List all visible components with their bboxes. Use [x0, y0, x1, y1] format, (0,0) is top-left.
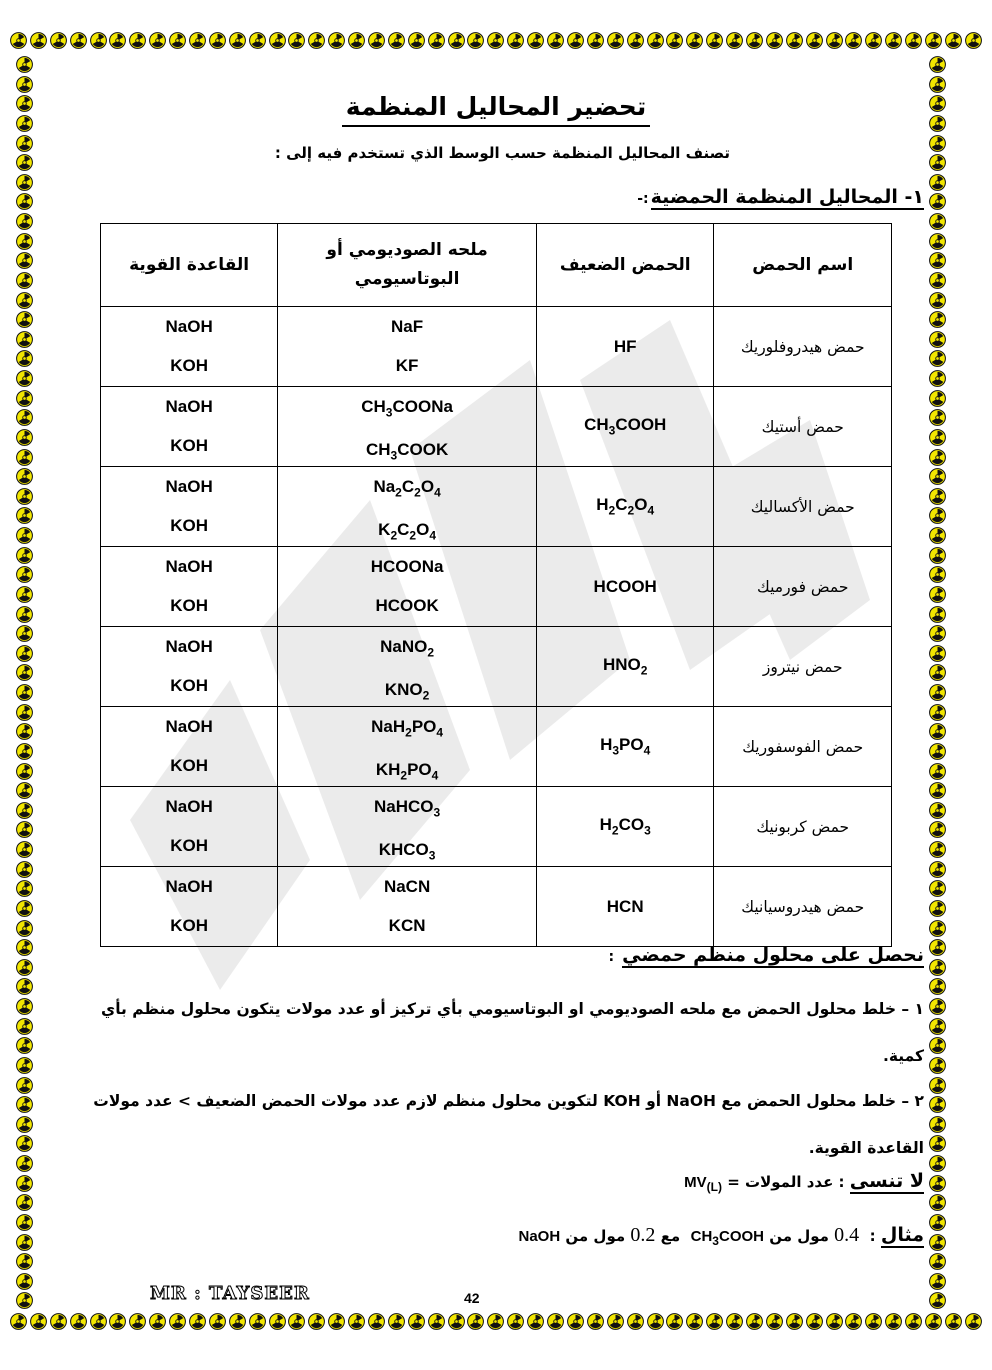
radiation-icon	[90, 1313, 107, 1330]
radiation-icon	[16, 821, 33, 838]
radiation-icon	[16, 390, 33, 407]
cell-weak-acid: $H_2CO_3$	[536, 787, 714, 867]
radiation-icon	[16, 645, 33, 662]
radiation-icon	[229, 1313, 246, 1330]
radiation-icon	[288, 1313, 305, 1330]
radiation-icon	[16, 409, 33, 426]
table-row	[101, 307, 892, 387]
radiation-icon	[16, 468, 33, 485]
cell-salt: $CH_3COONa$ $CH_3COOK$	[278, 387, 537, 467]
radiation-icon	[16, 292, 33, 309]
radiation-icon	[16, 782, 33, 799]
radiation-icon	[16, 429, 33, 446]
example-base: NaOH	[518, 1228, 561, 1245]
header-salt-line1: ملحه الصوديومي أو	[326, 240, 488, 261]
radiation-icon	[16, 880, 33, 897]
method-1-paragraph: ١ – خلط محلول الحمض مع ملحه الصوديومي او البوتاسيومي بأي تركيز أو عدد مولات يتكون محلول منظم بأي كمية.	[100, 1000, 924, 1065]
radiation-icon	[249, 1313, 266, 1330]
example-heading: مثال	[880, 1224, 924, 1246]
radiation-icon	[16, 1155, 33, 1172]
radiation-icon	[16, 331, 33, 348]
radiation-icon	[706, 1313, 723, 1330]
radiation-icon	[647, 1313, 664, 1330]
cell-salt: $NaH_2PO_4$ $KH_2PO_4$	[278, 707, 537, 787]
radiation-icon	[16, 1116, 33, 1133]
header-salt-line2: البوتاسيومي	[354, 269, 460, 289]
radiation-icon	[16, 311, 33, 328]
radiation-icon	[16, 1273, 33, 1290]
page-content	[40, 40, 952, 1310]
table-row	[101, 467, 892, 547]
radiation-icon	[16, 233, 33, 250]
radiation-icon	[16, 213, 33, 230]
radiation-icon	[16, 1018, 33, 1035]
cell-strong-base: NaOH KOH	[101, 307, 278, 387]
radiation-icon	[806, 1313, 823, 1330]
radiation-icon	[945, 1313, 962, 1330]
radiation-icon	[16, 566, 33, 583]
cell-strong-base: NaOH KOH	[101, 867, 278, 947]
radiation-icon	[766, 1313, 783, 1330]
section-heading: نحصل على محلول منظم حمضي	[622, 944, 924, 966]
radiation-icon	[448, 1313, 465, 1330]
cell-weak-acid: $CH_3COOH$	[536, 387, 714, 467]
radiation-icon	[269, 1313, 286, 1330]
cell-acid-name: حمض هيدروسيانيك	[714, 867, 892, 947]
cell-acid-name: حمض فورميك	[714, 547, 892, 627]
note-text: : عدد المولات =	[722, 1173, 845, 1191]
radiation-icon	[328, 1313, 345, 1330]
cell-strong-base: NaOH KOH	[101, 387, 278, 467]
table-row	[101, 547, 892, 627]
radiation-icon	[16, 704, 33, 721]
radiation-icon	[487, 1313, 504, 1330]
example-colon: :	[869, 1227, 876, 1245]
radiation-icon	[30, 1313, 47, 1330]
radiation-icon	[16, 252, 33, 269]
radiation-icon	[348, 1313, 365, 1330]
header-salt	[278, 224, 537, 307]
cell-salt: NaCN KCN	[278, 867, 537, 947]
cell-weak-acid: $H_3PO_4$	[536, 707, 714, 787]
example-num2: 0.2	[630, 1224, 656, 1246]
radiation-icon	[547, 1313, 564, 1330]
cell-strong-base: NaOH KOH	[101, 787, 278, 867]
table-row	[101, 707, 892, 787]
radiation-icon	[746, 1313, 763, 1330]
footer-author: MR : TAYSEER	[150, 1283, 310, 1304]
table-row	[101, 387, 892, 467]
page-number: 42	[464, 1290, 480, 1306]
cell-strong-base: NaOH KOH	[101, 547, 278, 627]
header-strong-base: القاعدة القوية	[101, 224, 278, 307]
radiation-icon	[507, 1313, 524, 1330]
radiation-icon	[527, 1313, 544, 1330]
radiation-icon	[16, 664, 33, 681]
cell-acid-name: حمض نيتروز	[714, 627, 892, 707]
radiation-icon	[10, 32, 27, 49]
section-acidic-buffers-heading	[637, 186, 924, 208]
radiation-icon	[16, 1096, 33, 1113]
radiation-icon	[16, 763, 33, 780]
radiation-icon	[16, 76, 33, 93]
decorative-border-bottom	[0, 1313, 992, 1337]
radiation-icon	[16, 1057, 33, 1074]
cell-strong-base: NaOH KOH	[101, 627, 278, 707]
cell-strong-base: NaOH KOH	[101, 707, 278, 787]
radiation-icon	[666, 1313, 683, 1330]
radiation-icon	[16, 1175, 33, 1192]
radiation-icon	[627, 1313, 644, 1330]
section-heading-tail: :-	[637, 191, 649, 207]
radiation-icon	[368, 1313, 385, 1330]
cell-acid-name: حمض كربونيك	[714, 787, 892, 867]
radiation-icon	[925, 1313, 942, 1330]
radiation-icon	[885, 1313, 902, 1330]
cell-acid-name: حمض أستيك	[714, 387, 892, 467]
example-line	[519, 1224, 925, 1248]
radiation-icon	[905, 1313, 922, 1330]
section-heading-tail: :	[608, 949, 615, 965]
radiation-icon	[308, 1313, 325, 1330]
cell-weak-acid: $H_2C_2O_4$	[536, 467, 714, 547]
radiation-icon	[16, 135, 33, 152]
cell-weak-acid: $HNO_2$	[536, 627, 714, 707]
radiation-icon	[16, 115, 33, 132]
radiation-icon	[16, 625, 33, 642]
method-2-paragraph: ٢ – خلط محلول الحمض مع NaOH أو KOH لتكوين محلول منظم لازم عدد مولات الحمض الضعيف > عدد مولات القاعدة القوية.	[93, 1092, 924, 1157]
radiation-icon	[16, 586, 33, 603]
radiation-icon	[10, 1313, 27, 1330]
radiation-icon	[965, 32, 982, 49]
table-row	[101, 787, 892, 867]
radiation-icon	[16, 449, 33, 466]
section-heading: ١- المحاليل المنظمة الحمضية	[650, 186, 924, 208]
example-acid: $CH_3COOH$	[690, 1228, 764, 1248]
radiation-icon	[865, 1313, 882, 1330]
cell-salt: $Na_2C_2O_4$ $K_2C_2O_4$	[278, 467, 537, 547]
radiation-icon	[16, 174, 33, 191]
cell-acid-name: حمض الفوسفوريك	[714, 707, 892, 787]
radiation-icon	[845, 1313, 862, 1330]
cell-acid-name: حمض هيدروفلوريك	[714, 307, 892, 387]
radiation-icon	[16, 861, 33, 878]
table-row	[101, 867, 892, 947]
radiation-icon	[567, 1313, 584, 1330]
radiation-icon	[388, 1313, 405, 1330]
radiation-icon	[16, 900, 33, 917]
radiation-icon	[408, 1313, 425, 1330]
radiation-icon	[16, 1292, 33, 1309]
radiation-icon	[16, 488, 33, 505]
radiation-icon	[16, 920, 33, 937]
table-row	[101, 627, 892, 707]
radiation-icon	[428, 1313, 445, 1330]
radiation-icon	[16, 1253, 33, 1270]
note-heading: لا تنسى	[849, 1170, 924, 1192]
radiation-icon	[16, 56, 33, 73]
radiation-icon	[129, 1313, 146, 1330]
radiation-icon	[467, 1313, 484, 1330]
radiation-icon	[16, 272, 33, 289]
radiation-icon	[16, 1234, 33, 1251]
radiation-icon	[16, 606, 33, 623]
radiation-icon	[16, 1037, 33, 1054]
example-num1: 0.4	[834, 1224, 860, 1246]
cell-salt: NaNO$_2$ $KNO_2$	[278, 627, 537, 707]
radiation-icon	[70, 1313, 87, 1330]
radiation-icon	[16, 841, 33, 858]
radiation-icon	[16, 998, 33, 1015]
radiation-icon	[189, 1313, 206, 1330]
radiation-icon	[16, 802, 33, 819]
radiation-icon	[16, 1214, 33, 1231]
radiation-icon	[16, 684, 33, 701]
cell-weak-acid: HF	[536, 307, 714, 387]
cell-weak-acid: HCN	[536, 867, 714, 947]
radiation-icon	[16, 350, 33, 367]
radiation-icon	[16, 978, 33, 995]
radiation-icon	[607, 1313, 624, 1330]
radiation-icon	[169, 1313, 186, 1330]
cell-acid-name: حمض الأكساليك	[714, 467, 892, 547]
radiation-icon	[16, 193, 33, 210]
radiation-icon	[786, 1313, 803, 1330]
cell-salt: HCOONa HCOOK	[278, 547, 537, 627]
note-formula: $MV_{(L)}$	[684, 1174, 722, 1194]
cell-salt: NaHCO$_3$ $KHCO_3$	[278, 787, 537, 867]
radiation-icon	[16, 1077, 33, 1094]
radiation-icon	[16, 547, 33, 564]
radiation-icon	[16, 1194, 33, 1211]
cell-strong-base: NaOH KOH	[101, 467, 278, 547]
intro-text: تصنف المحاليل المنظمة حسب الوسط الذي تستخدم فيه إلى :	[274, 144, 730, 162]
radiation-icon	[16, 743, 33, 760]
section-get-acidic-buffer-heading	[609, 944, 924, 966]
radiation-icon	[16, 507, 33, 524]
radiation-icon	[50, 1313, 67, 1330]
radiation-icon	[686, 1313, 703, 1330]
example-text1: مول من	[769, 1227, 829, 1245]
header-acid-name: اسم الحمض	[714, 224, 892, 307]
radiation-icon	[826, 1313, 843, 1330]
page-title: تحضير المحاليل المنظمة	[40, 92, 952, 121]
radiation-icon	[16, 154, 33, 171]
radiation-icon	[16, 95, 33, 112]
radiation-icon	[16, 939, 33, 956]
header-weak-acid: الحمض الضعيف	[536, 224, 714, 307]
decorative-border-left	[16, 56, 40, 1310]
radiation-icon	[109, 1313, 126, 1330]
radiation-icon	[16, 370, 33, 387]
table-header-row	[101, 224, 892, 307]
radiation-icon	[587, 1313, 604, 1330]
cell-salt: NaF KF	[278, 307, 537, 387]
radiation-icon	[16, 527, 33, 544]
radiation-icon	[726, 1313, 743, 1330]
radiation-icon	[965, 1313, 982, 1330]
reminder-note	[684, 1170, 924, 1194]
radiation-icon	[16, 1135, 33, 1152]
radiation-icon	[16, 959, 33, 976]
radiation-icon	[16, 723, 33, 740]
acid-buffer-table	[100, 223, 892, 947]
radiation-icon	[209, 1313, 226, 1330]
example-text2: مع	[660, 1227, 681, 1245]
example-text3: مول من	[565, 1227, 626, 1245]
cell-weak-acid: HCOOH	[536, 547, 714, 627]
radiation-icon	[149, 1313, 166, 1330]
